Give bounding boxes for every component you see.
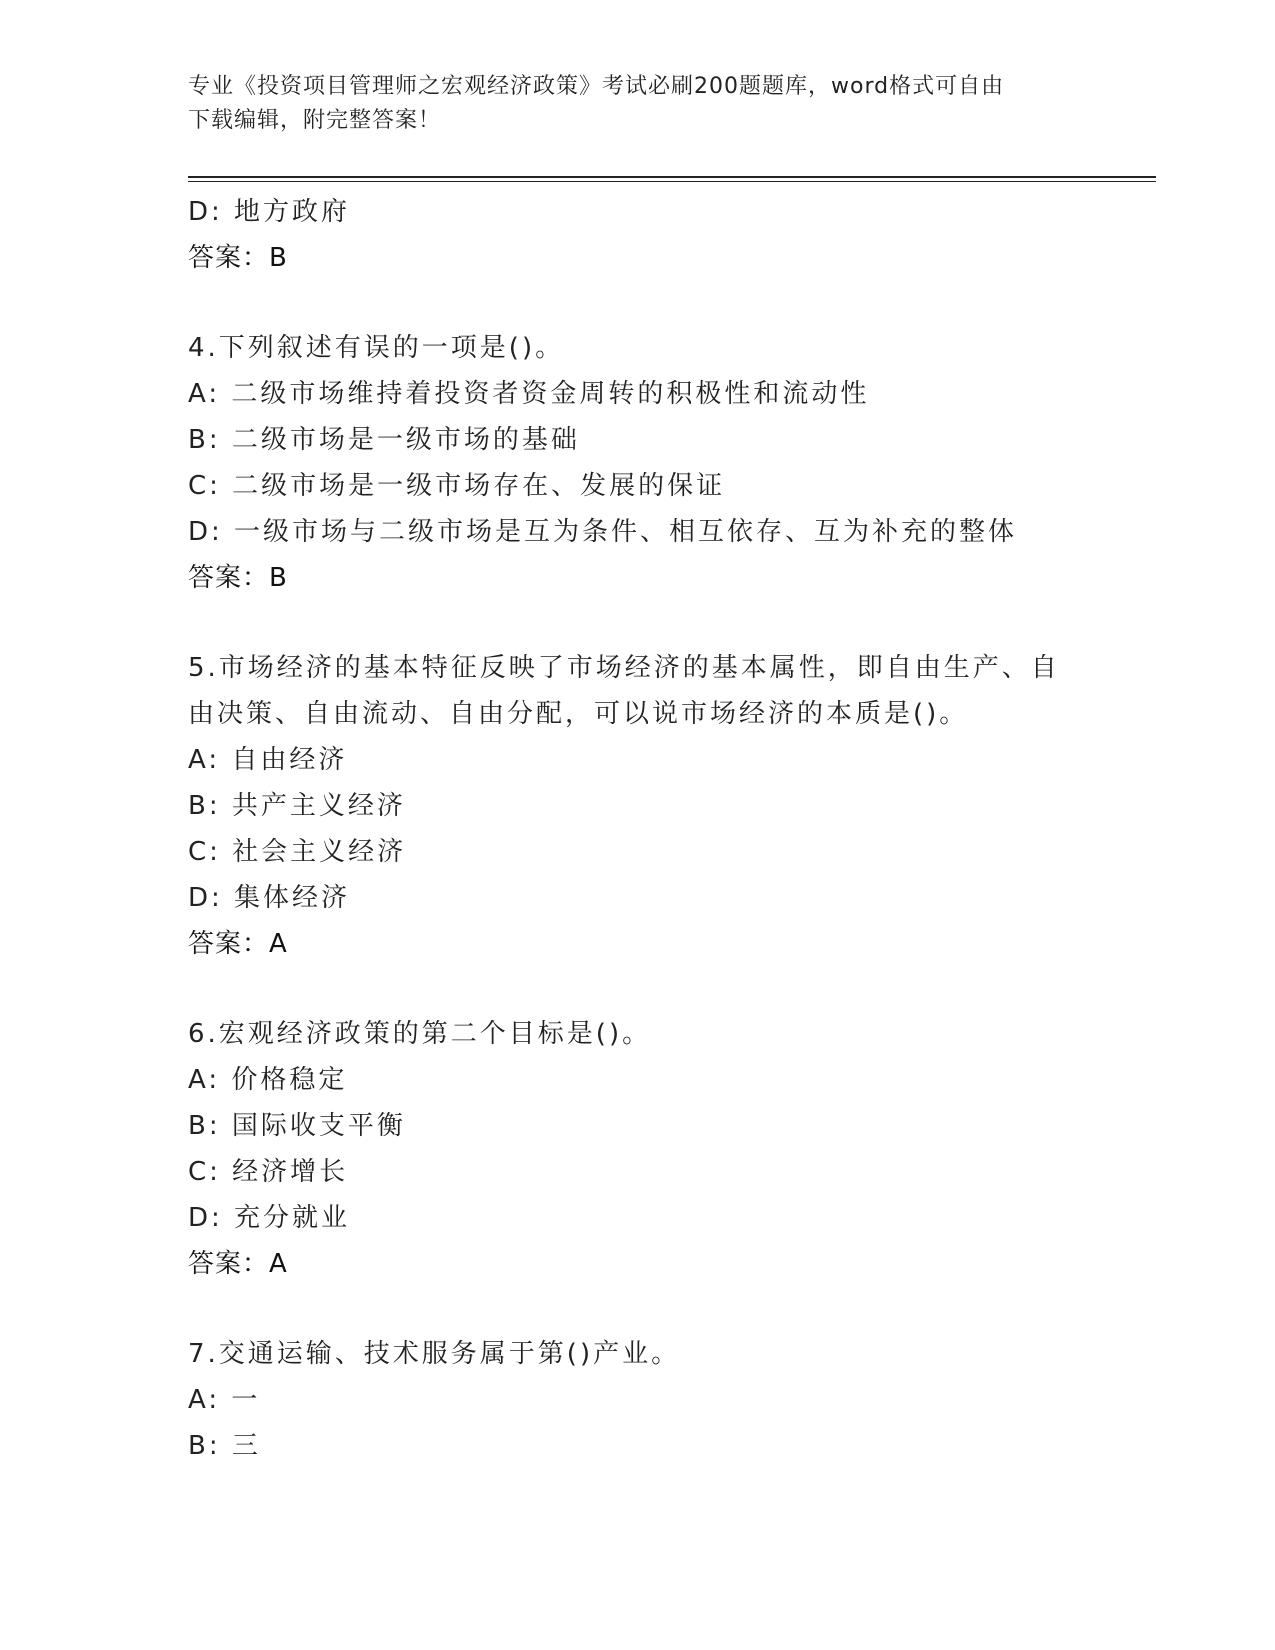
option-b: B: 共产主义经济 xyxy=(188,791,406,821)
option-a: A: 一 xyxy=(188,1385,261,1415)
option-b: B: 二级市场是一级市场的基础 xyxy=(188,425,580,455)
question-text: 4.下列叙述有误的一项是()。 xyxy=(188,333,565,363)
option-a: A: 二级市场维持着投资者资金周转的积极性和流动性 xyxy=(188,379,870,409)
option-c: C: 二级市场是一级市场存在、发展的保证 xyxy=(188,471,726,501)
option-d: D: 地方政府 xyxy=(188,197,351,227)
spacer xyxy=(188,967,1088,1011)
option-b: B: 三 xyxy=(188,1431,261,1461)
answer: 答案：B xyxy=(188,563,288,593)
spacer xyxy=(188,281,1088,325)
option-a: A: 自由经济 xyxy=(188,745,348,775)
option-c: C: 社会主义经济 xyxy=(188,837,407,867)
header-rule-thin xyxy=(188,181,1156,182)
header-line-2: 下载编辑，附完整答案！ xyxy=(188,108,442,133)
answer: 答案：A xyxy=(188,929,288,959)
option-d: D: 充分就业 xyxy=(188,1203,351,1233)
question-4 xyxy=(188,325,1088,601)
question-text: 7.交通运输、技术服务属于第()产业。 xyxy=(188,1339,681,1369)
question-text-line-2: 由决策、自由流动、自由分配，可以说市场经济的本质是()。 xyxy=(188,699,969,729)
spacer xyxy=(188,1287,1088,1331)
option-c: C: 经济增长 xyxy=(188,1157,349,1187)
answer: 答案：A xyxy=(188,1249,288,1279)
option-b: B: 国际收支平衡 xyxy=(188,1111,406,1141)
header-rule-thick xyxy=(188,176,1156,178)
option-d: D: 集体经济 xyxy=(188,883,351,913)
answer: 答案：B xyxy=(188,243,288,273)
previous-question-tail xyxy=(188,189,1088,281)
header-line-1: 专业《投资项目管理师之宏观经济政策》考试必刷200题题库，word格式可自由 xyxy=(188,74,1005,99)
question-5 xyxy=(188,645,1088,967)
question-text: 6.宏观经济政策的第二个目标是()。 xyxy=(188,1019,652,1049)
question-text-line-1: 5.市场经济的基本特征反映了市场经济的基本属性，即自由生产、自 xyxy=(188,653,1060,683)
question-6 xyxy=(188,1011,1088,1287)
option-d: D: 一级市场与二级市场是互为条件、相互依存、互为补充的整体 xyxy=(188,517,1018,547)
option-a: A: 价格稳定 xyxy=(188,1065,348,1095)
document-header xyxy=(188,70,1068,138)
document-body xyxy=(188,189,1088,1469)
spacer xyxy=(188,601,1088,645)
question-7 xyxy=(188,1331,1088,1469)
